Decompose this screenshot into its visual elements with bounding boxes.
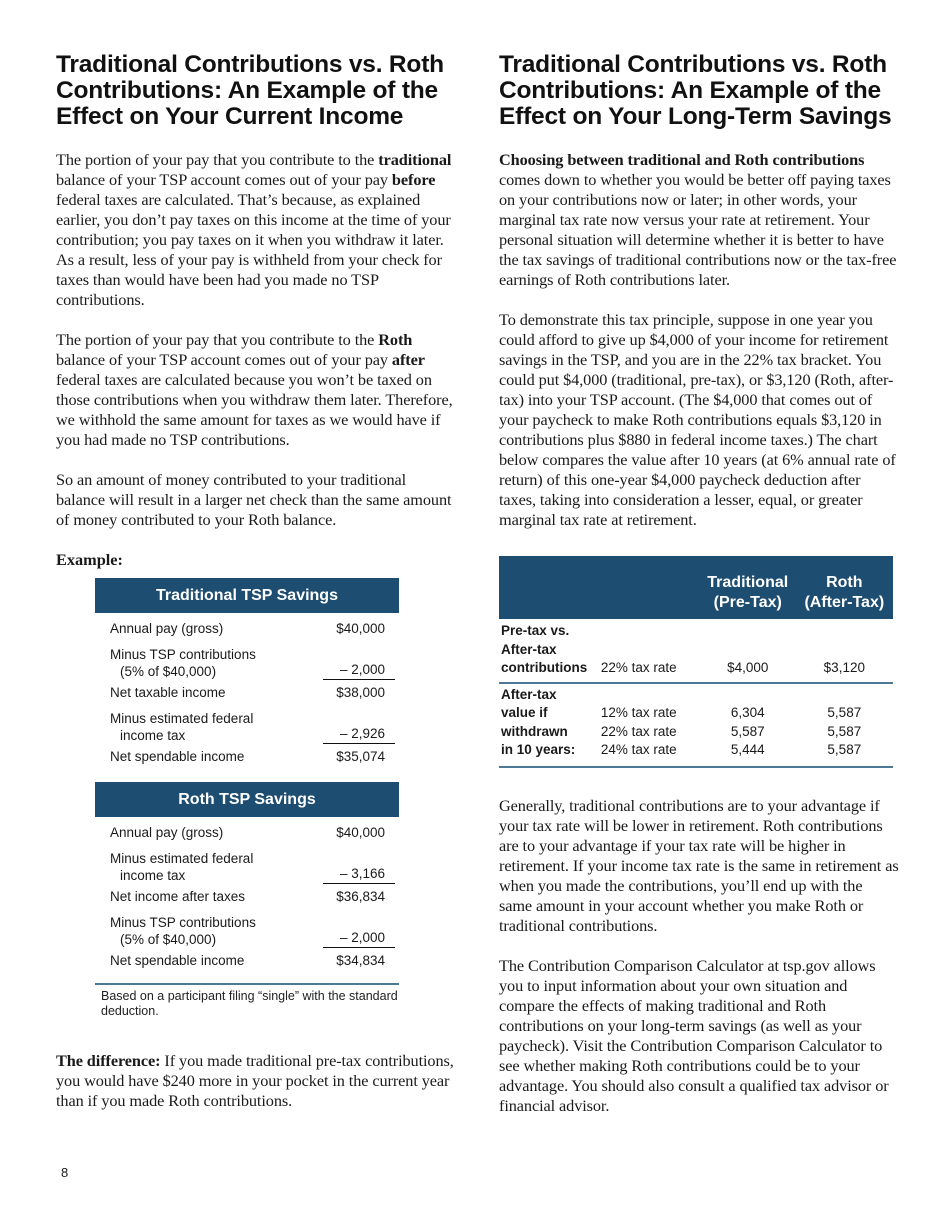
rate: 24% tax rate: [600, 742, 677, 757]
left-title: [56, 52, 456, 130]
label-line: Pre-tax vs.: [501, 623, 570, 638]
row-value: $38,000: [336, 685, 385, 700]
row-label: Net spendable income: [110, 749, 245, 764]
row-value: $34,834: [336, 953, 385, 968]
box-row: [95, 952, 399, 969]
calculator-paragraph: The Contribution Comparison Calculator at tsp.gov allows you to input information about your own situation and compare the effects of making traditional and Roth contributions on your long-term savings (as well as your paycheck). Visit the Contribution Comparison Calculator to see whether making Roth contributions could be to your advantage. You should also consult a qualified tax advisor or financial advisor.: [499, 955, 889, 1115]
box-row: [95, 646, 399, 680]
row-value: – 2,000: [323, 661, 395, 680]
bold-term: The difference:: [56, 1051, 161, 1070]
difference-paragraph: [56, 1051, 456, 1111]
row-value: – 2,926: [323, 725, 395, 744]
table-header-row: [499, 556, 893, 619]
text: federal taxes are calculated. That’s because, as explained earlier, you don’t pay taxes on this income at the time of your contribution; you pay taxes on it when you withdraw it later. As a result, less of your pay is withheld from your check for taxes than would have been had you made no TSP contributions.: [56, 190, 451, 309]
right-title: [499, 52, 899, 130]
row-value: $40,000: [336, 621, 385, 636]
value: 5,587: [827, 723, 862, 739]
roth-cell: $3,120: [796, 619, 893, 683]
box-row: [95, 850, 399, 884]
title-line: Contributions: An Example of the: [56, 77, 438, 104]
row-label: Net taxable income: [110, 685, 226, 700]
box-row: [95, 888, 399, 905]
roth-box-title: Roth TSP Savings: [95, 782, 399, 817]
row-value: – 2,000: [323, 929, 395, 948]
header-blank: [499, 556, 601, 619]
row-value: $35,074: [336, 749, 385, 764]
roth-cell: [796, 683, 893, 767]
bold-term: traditional: [378, 150, 452, 169]
title-line: Traditional Contributions vs. Roth: [499, 51, 887, 78]
row-value: $40,000: [336, 825, 385, 840]
row-label: [110, 646, 320, 680]
table-row: [499, 619, 893, 683]
value: 5,444: [730, 742, 765, 757]
label-line: (5% of $40,000): [120, 932, 217, 947]
tax-rate-cell: [601, 683, 700, 767]
label-line: in 10 years:: [501, 742, 576, 757]
page-number: 8: [61, 1165, 69, 1180]
label-line: (5% of $40,000): [120, 664, 217, 679]
text: balance of your TSP account comes out of your pay: [56, 350, 392, 369]
box-row: [95, 748, 399, 765]
box-row: [95, 914, 399, 948]
bold-term: Choosing between traditional and Roth contributions: [499, 150, 865, 169]
text: federal taxes are calculated because you won’t be taxed on those contributions when you withdraw them later. Therefore, we withhold the same amount for taxes as we would have if you had made no TSP contributions.: [56, 370, 453, 449]
traditional-box-title: Traditional TSP Savings: [95, 578, 399, 613]
title-line: Effect on Your Long-Term Savings: [499, 103, 892, 130]
comparison-table: [499, 556, 893, 768]
title-line: Effect on Your Current Income: [56, 103, 404, 130]
row-label: Net income after taxes: [110, 889, 246, 904]
row-label: [110, 914, 320, 948]
bold-term: Roth: [378, 330, 413, 349]
title-line: Contributions: An Example of the: [499, 77, 881, 104]
footnote: Based on a participant filing “single” with the standard deduction.: [95, 983, 399, 1019]
text: The portion of your pay that you contribute to the: [56, 150, 379, 169]
row-label: Net spendable income: [110, 953, 245, 968]
label-line: income tax: [120, 728, 186, 743]
label-line: contributions: [501, 660, 588, 675]
row-label: [110, 850, 320, 884]
label-line: After-tax: [501, 641, 557, 657]
text: If you made traditional pre-tax contributions, you would have $240 more in your pocket in the current year than if you made Roth contributions.: [56, 1051, 454, 1110]
header-blank: [601, 556, 700, 619]
roth-paragraph: [56, 330, 456, 450]
label-line: withdrawn: [501, 723, 568, 739]
traditional-savings-box: [95, 578, 399, 1019]
table-row: [499, 683, 893, 767]
title-line: Traditional Contributions vs. Roth: [56, 51, 444, 78]
left-column: [56, 52, 456, 1131]
row-label: Annual pay (gross): [110, 621, 224, 636]
header-line: Roth: [826, 574, 863, 591]
bold-term: after: [391, 350, 425, 369]
right-column: [499, 52, 899, 1136]
choosing-paragraph: [499, 150, 899, 290]
text: The portion of your pay that you contribute to the: [56, 330, 379, 349]
label-line: Minus TSP contributions: [110, 647, 256, 662]
header-line: (After-Tax): [804, 594, 885, 611]
label-line: value if: [501, 705, 548, 720]
value: 5,587: [827, 742, 862, 757]
value: 5,587: [730, 723, 765, 739]
demonstration-paragraph: To demonstrate this tax principle, suppose in one year you could afford to give up $4,000 of your income for retirement savings in the TSP, and you are in the 22% tax bracket. You could put $4,000 (traditional, pre-tax), or $3,120 (Roth, after-tax) into your TSP account. (The $4,000 that comes out of your paycheck to make Roth contributions equals $3,120 in contributions plus $880 in federal income taxes.) The chart below compares the value after 10 years (at 6% annual rate of return) of this one-year $4,000 paycheck deduction after taxes, taking into consideration a lesser, equal, or greater marginal tax rate at retirement.: [499, 310, 896, 529]
row-header: [499, 683, 601, 767]
summary-paragraph: So an amount of money contributed to your traditional balance will result in a larger net check than the same amount of money contributed to your Roth balance.: [56, 470, 452, 529]
traditional-paragraph: [56, 150, 456, 310]
box-row: [95, 824, 399, 841]
value: 6,304: [730, 705, 765, 720]
header-line: Traditional: [707, 574, 789, 591]
traditional-cell: $4,000: [700, 619, 796, 683]
traditional-cell: [700, 683, 796, 767]
label-line: Minus estimated federal: [110, 711, 254, 726]
label-line: Minus TSP contributions: [110, 915, 256, 930]
rate: 12% tax rate: [600, 705, 677, 720]
row-value: – 3,166: [323, 865, 395, 884]
generally-paragraph: Generally, traditional contributions are to your advantage if your tax rate will be lower in retirement. Roth contributions are to your advantage if your tax rate will be higher in retirement. If your income tax rate is the same in retirement as when you made the contributions, you’ll end up with the same amount in your account whether you make Roth or traditional contributions.: [499, 795, 899, 935]
row-header: [499, 619, 601, 683]
bold-term: before: [391, 170, 436, 189]
header-traditional: [700, 556, 796, 619]
box-row: [95, 620, 399, 637]
header-roth: [796, 556, 893, 619]
label-line: Minus estimated federal: [110, 851, 254, 866]
rate: 22% tax rate: [600, 723, 677, 739]
text: balance of your TSP account comes out of your pay: [56, 170, 392, 189]
text: comes down to whether you would be better off paying taxes on your contributions now or later; in other words, your marginal tax rate now versus your rate at retirement. Your personal situation will determine whether it is better to have the tax savings of traditional contributions now or the tax-free earnings of Roth contributions later.: [499, 170, 897, 289]
row-value: $36,834: [336, 889, 385, 904]
tax-rate-cell: 22% tax rate: [601, 619, 700, 683]
header-line: (Pre-Tax): [713, 594, 782, 611]
box-row: [95, 710, 399, 744]
value: 5,587: [827, 705, 862, 720]
example-label: Example:: [56, 550, 123, 569]
row-label: Annual pay (gross): [110, 825, 224, 840]
row-label: [110, 710, 320, 744]
box-row: [95, 684, 399, 701]
label-line: income tax: [120, 868, 186, 883]
label-line: After-tax: [501, 686, 557, 702]
